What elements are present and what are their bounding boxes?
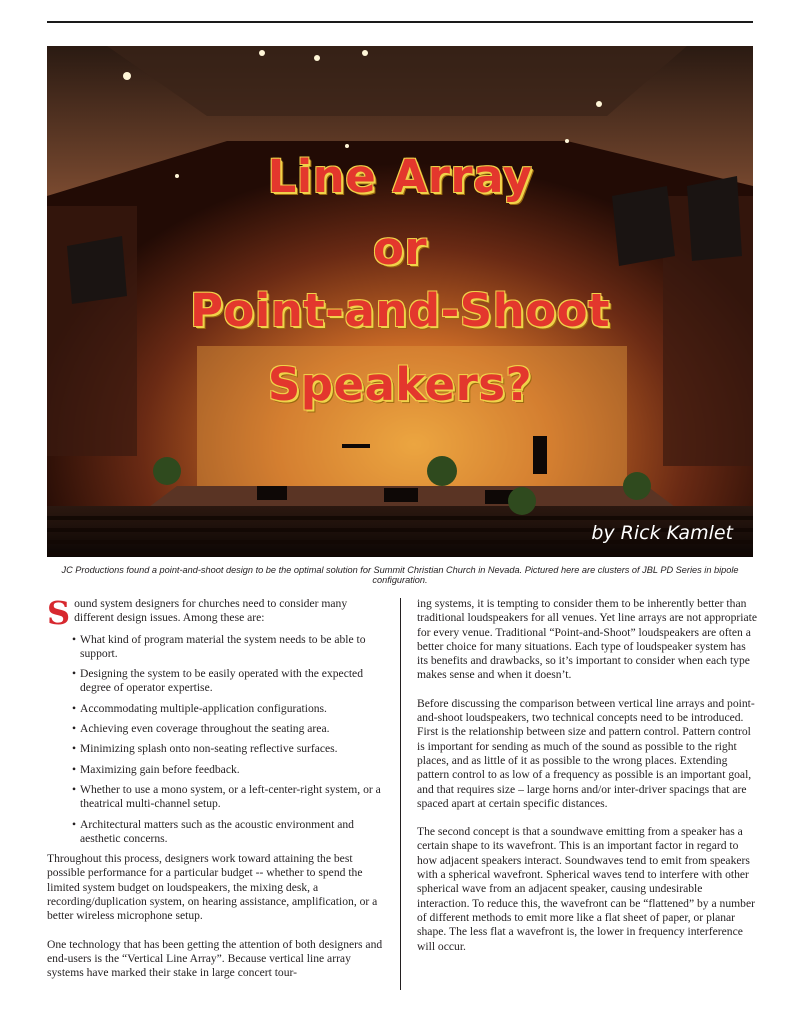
author-byline: by Rick Kamlet [591,522,733,544]
list-item: • Whether to use a mono system, or a left-center-right system, or a theatrical multi-channel setup. [47,783,387,812]
body-paragraph: One technology that has been getting the attention of both designers and end-users is the “Vertical Line Array”. Because vertical line array systems have marked their stake in large concert tour- [47,937,383,980]
top-rule [47,21,753,23]
hero-photo [47,46,753,557]
list-item: • What kind of program material the system needs to be able to support. [47,633,387,662]
body-paragraph: ing systems, it is tempting to consider them to be inherently better than traditional loudspeakers for all venues. Yet line arrays are not appropriate for every venue. Traditional “Point-and-Shoot” loudspeakers are often a better choice for many situations. Each type of loudspeaker system has its benefits and drawbacks, so it’s important to consider when each type makes sense and when it doesn’t. [417,597,757,682]
left-column [47,594,387,981]
headline-line-4: Speakers? [267,358,533,411]
intro-text: ound system designers for churches need to consider many different design issues. Among these are: [74,597,348,625]
body-paragraph: The second concept is that a soundwave emitting from a speaker has a certain shape to its wavefront. This is an important factor in regard to how adjacent speakers interact. Soundwaves tend to emit from speakers with a spherical wavefront. Spherical waves tend to interfere with other spherical wave from an adjacent speaker, causing undesirable interaction. To reduce this, the wavefront can be “flattened” by a number of different methods to emit more like a flat sheet of paper, or planar shape. The less flat a wavefront is, the lower in frequency interference will occur. [417,825,755,953]
intro-paragraph [47,594,387,632]
list-item: • Achieving even coverage throughout the seating area. [47,722,387,736]
list-item: • Architectural matters such as the acoustic environment and aesthetic concerns. [47,818,387,847]
column-divider [400,598,401,990]
drop-cap: S [47,594,71,632]
headline-line-1: Line Array [267,150,533,203]
list-item: • Designing the system to be easily operated with the expected degree of operator expertise. [47,667,387,696]
list-item: • Maximizing gain before feedback. [47,763,387,777]
body-paragraph: Throughout this process, designers work toward attaining the best possible performance for a particular budget -- whether to spend the limited system budget on loudspeakers, the mixing desk, a recording/duplication system, on hearing assistance, amplification, or a better wireless microphone setup. [47,852,378,923]
right-column [417,597,757,954]
photo-caption: JC Productions found a point-and-shoot design to be the optimal solution for Summit Christian Church in Nevada. Pictured here are clusters of JBL PD Series in bipole configuration. [61,565,739,585]
design-issues-list [47,633,387,847]
list-item: • Minimizing splash onto non-seating reflective surfaces. [47,742,387,756]
headline-line-2: or [372,222,428,275]
headline-line-3: Point-and-Shoot [189,284,611,337]
body-paragraph: Before discussing the comparison between vertical line arrays and point-and-shoot loudspeakers, two technical concepts need to be introduced. First is the relationship between size and pattern control. Pattern control is important for sending as much of the sound as possible to the right places, and as little of it as possible to the wrong places. Extending pattern control to as low of a frequency as possible is an important goal, and that requires size – large horns and/or inter-driver spacings that are spaced apart at certain specific distances. [417,696,755,810]
list-item: • Accommodating multiple-application configurations. [47,702,387,716]
